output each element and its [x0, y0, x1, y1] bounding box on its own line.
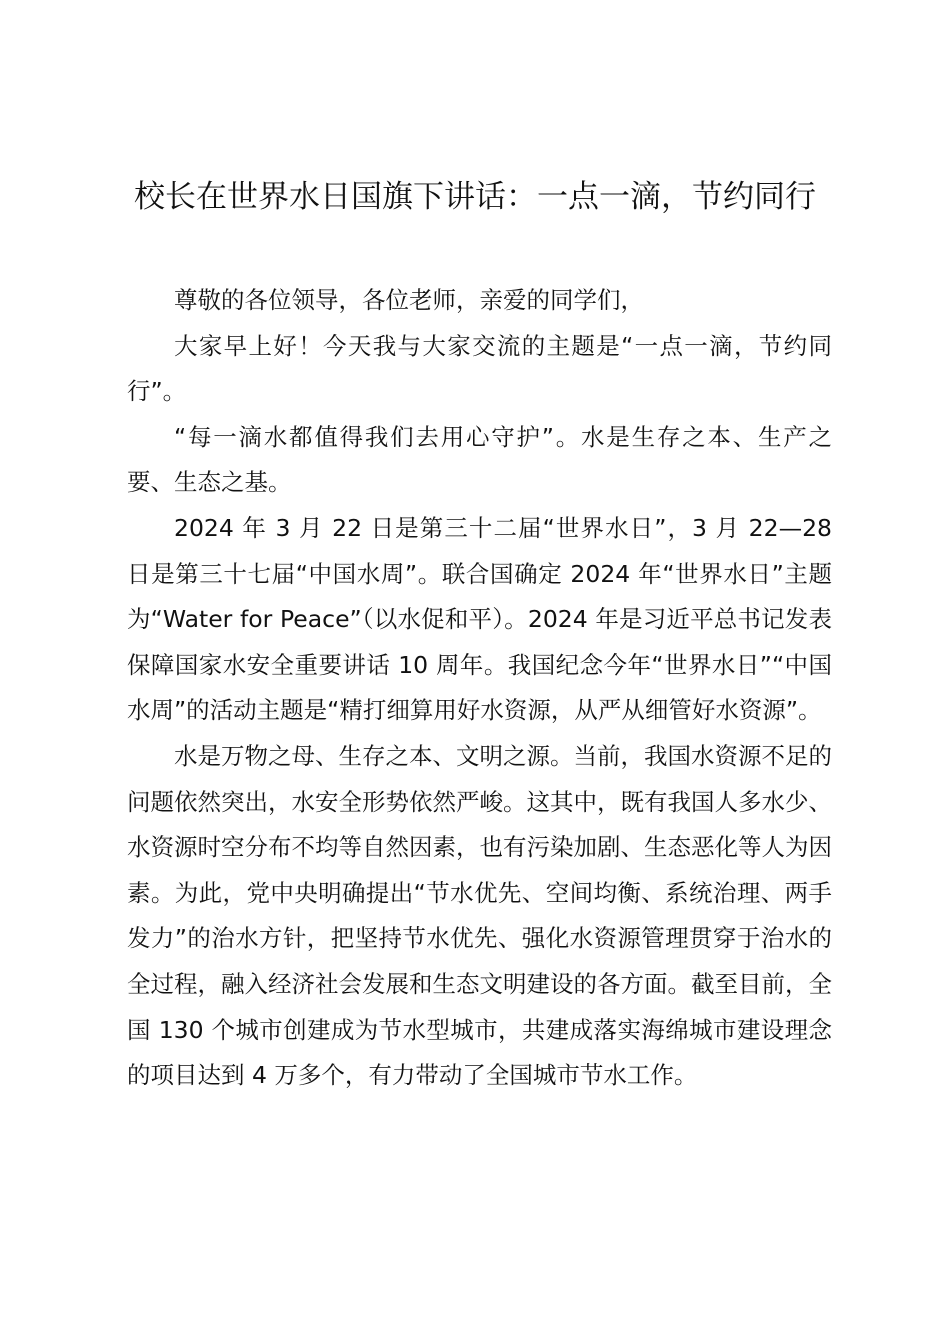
paragraph-greeting: 尊敬的各位领导，各位老师，亲爱的同学们， — [174, 286, 644, 314]
paragraph-world-water-day: 2024 年 3 月 22 日是第三十二届“世界水日”，3 月 22—28 日是第三十七届“中国水周”。联合国确定 2024 年“世界水日”主题为“Water for Peace”（以水促和平）。2024 年是习近平总书记发表保障国家水安全重要讲话 10 周年。我国纪念今年“世界水日”“中国水周”的活动主题是“精打细算用好水资源，从严从细管好水资源”。 — [127, 513, 832, 725]
document-title: 校长在世界水日国旗下讲话：一点一滴，节约同行 — [134, 179, 816, 215]
paragraph-quote: “每一滴水都值得我们去用心守护”。水是生存之本、生产之要、生态之基。 — [127, 422, 832, 497]
document-body — [127, 278, 832, 1099]
paragraph-water-resources: 水是万物之母、生存之本、文明之源。当前，我国水资源不足的问题依然突出，水安全形势依然严峻。这其中，既有我国人多水少、水资源时空分布不均等自然因素，也有污染加剧、生态恶化等人为因素。为此，党中央明确提出“节水优先、空间均衡、系统治理、两手发力”的治水方针，把坚持节水优先、强化水资源管理贯穿于治水的全过程，融入经济社会发展和生态文明建设的各方面。截至目前，全国 130 个城市创建成为节水型城市，共建成落实海绵城市建设理念的项目达到 4 万多个，有力带动了全国城市节水工作。 — [127, 741, 832, 1090]
paragraph-opening: 大家早上好！今天我与大家交流的主题是“一点一滴，节约同行”。 — [127, 331, 832, 406]
